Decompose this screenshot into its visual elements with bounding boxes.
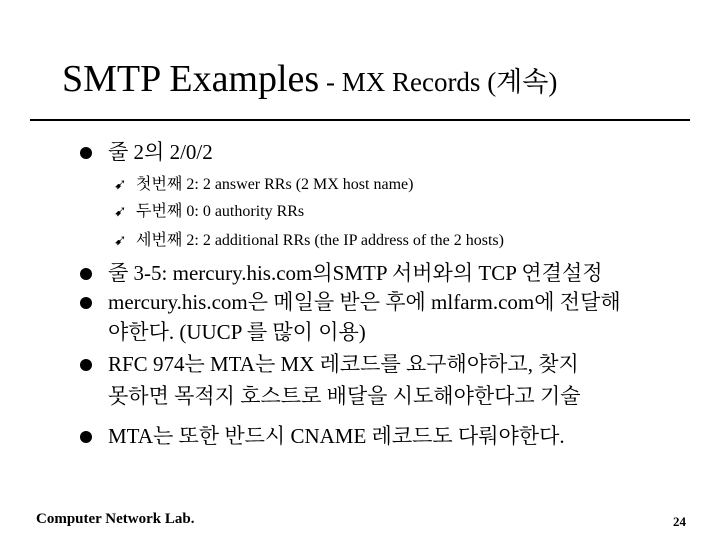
title-divider	[30, 119, 690, 121]
sub-bullet-item	[114, 228, 504, 253]
sub-bullet-item	[114, 172, 413, 197]
title-subtitle: - MX Records (계속)	[319, 67, 558, 97]
bullet-dot-icon	[80, 147, 92, 159]
slide-title	[62, 60, 557, 98]
bullet-text-continued: 못하면 목적지 호스트로 배달을 시도해야한다고 기술	[108, 384, 581, 408]
arrow-icon: ➹	[114, 231, 127, 249]
bullet-text: MTA는 또한 반드시 CNAME 레코드도 다뤄야한다.	[108, 424, 565, 448]
bullet-dot-icon	[80, 431, 92, 443]
bullet-text-continued: 야한다. (UUCP 를 많이 이용)	[108, 320, 366, 344]
sub-bullet-text: 첫번째 2: 2 answer RRs (2 MX host name)	[136, 176, 414, 193]
sub-bullet-text: 세번째 2: 2 additional RRs (the IP address of the 2 hosts)	[136, 232, 504, 249]
arrow-icon: ➹	[114, 202, 127, 220]
arrow-icon: ➹	[114, 175, 127, 193]
sub-bullet-item	[114, 199, 304, 224]
bullet-dot-icon	[80, 359, 92, 371]
bullet-dot-icon	[80, 268, 92, 280]
page-number: 24	[673, 514, 686, 529]
footer-lab-name: Computer Network Lab.	[36, 511, 195, 527]
title-main: SMTP Examples	[62, 58, 320, 100]
bullet-text: 줄 2의 2/0/2	[108, 140, 213, 164]
bullet-text: mercury.his.com은 메일을 받은 후에 mlfarm.com에 전달해	[108, 290, 621, 314]
bullet-text: RFC 974는 MTA는 MX 레코드를 요구해야하고, 찾지	[108, 352, 579, 376]
bullet-text: 줄 3-5: mercury.his.com의SMTP 서버와의 TCP 연결설정	[108, 261, 603, 285]
bullet-dot-icon	[80, 297, 92, 309]
sub-bullet-text: 두번째 0: 0 authority RRs	[136, 203, 305, 220]
